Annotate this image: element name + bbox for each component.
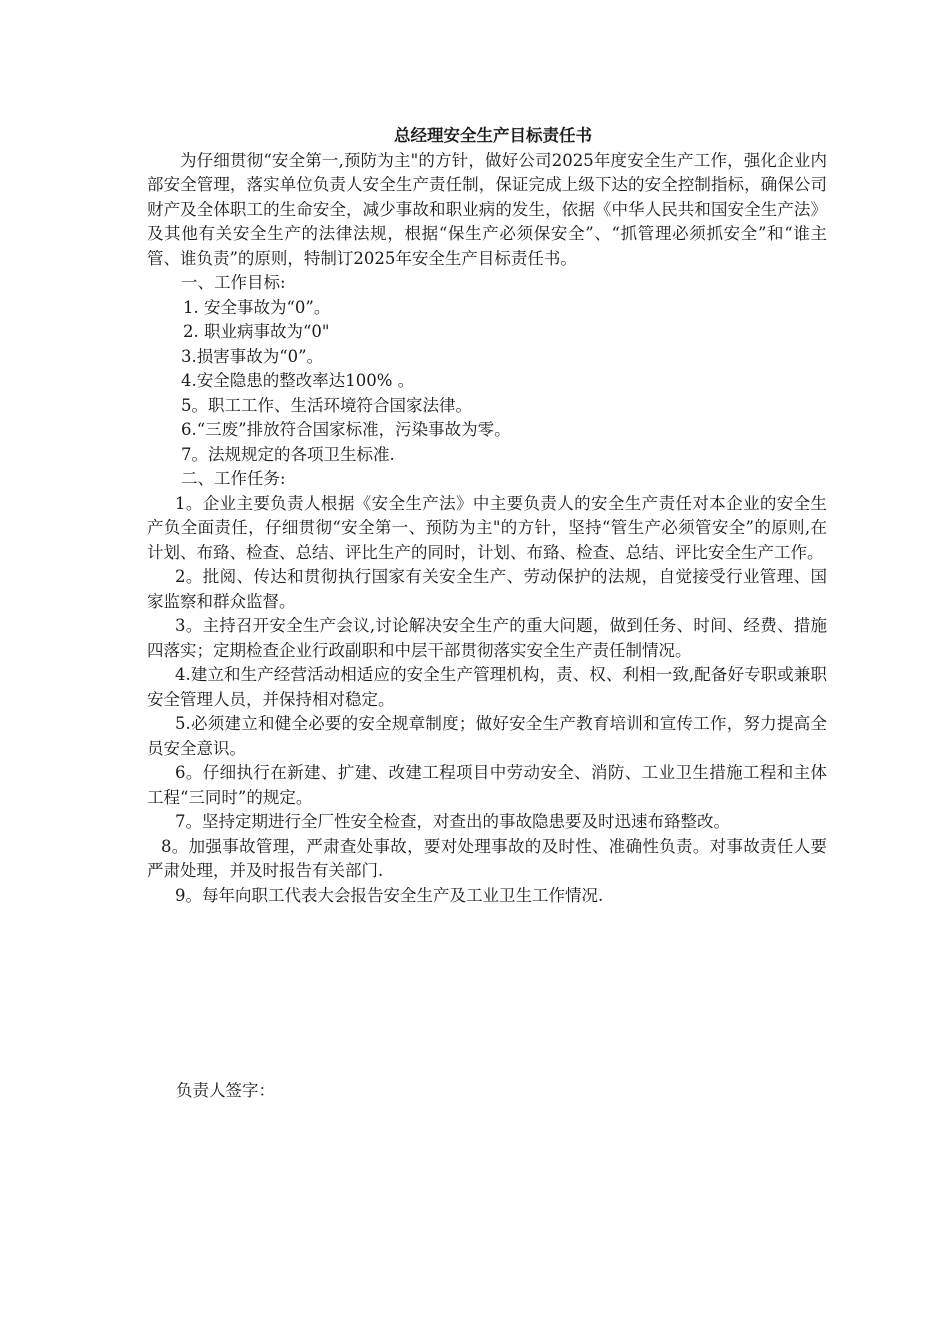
task-item-5: 5.必须建立和健全必要的安全规章制度；做好安全生产教育培训和宣传工作，努力提高全员安全意识。 xyxy=(147,714,827,758)
task-item-8: 8。加强事故管理，严肃查处事故，要对处理事故的及时性、准确性负责。对事故责任人要严肃处理，并及时报告有关部门. xyxy=(147,836,827,880)
goal-item-7: 7。法规规定的各项卫生标准. xyxy=(181,444,395,464)
task-item-3: 3。主持召开安全生产会议,讨论解决安全生产的重大问题，做到任务、时间、经费、措施四落实；定期检查企业行政副职和中层干部贯彻落实安全生产责任制情况。 xyxy=(147,616,827,660)
goal-item-5: 5。职工工作、生活环境符合国家法律。 xyxy=(181,395,472,415)
intro-paragraph: 为仔细贯彻“安全第一,预防为主"的方针，做好公司2025年度安全生产工作，强化企业内部安全管理，落实单位负责人安全生产责任制，保证完成上级下达的安全控制指标，确保公司财产及全体职工的生命安全，减少事故和职业病的发生，依据《中华人民共和国安全生产法》及其他有关安全生产的法律法规，根据“保生产必须保安全”、“抓管理必须抓安全”和“谁主管、谁负责”的原则，特制订2025年安全生产目标责任书。 xyxy=(147,150,827,268)
task-item-7: 7。坚持定期进行全厂性安全检查，对查出的事故隐患要及时迅速布臵整改。 xyxy=(175,812,730,831)
task-item-4: 4.建立和生产经营活动相适应的安全生产管理机构，责、权、利相一致,配备好专职或兼职安全管理人员，并保持相对稳定。 xyxy=(147,665,827,709)
task-item-2: 2。批阅、传达和贯彻执行国家有关安全生产、劳动保护的法规，自觉接受行业管理、国家监察和群众监督。 xyxy=(147,567,827,611)
goal-item-1: 1. 安全事故为“0”。 xyxy=(183,297,331,317)
task-item-9: 9。每年向职工代表大会报告安全生产及工业卫生工作情况. xyxy=(175,885,604,905)
task-item-6: 6。仔细执行在新建、扩建、改建工程项目中劳动安全、消防、工业卫生措施工程和主体工程“三同时”的规定。 xyxy=(147,763,827,807)
goal-item-4: 4.安全隐患的整改率达100% 。 xyxy=(181,371,415,390)
goals-heading: 一、工作目标: xyxy=(181,273,286,292)
document-title: 总经理安全生产目标责任书 xyxy=(394,126,592,145)
goal-item-2: 2. 职业病事故为“0" xyxy=(183,322,330,341)
goal-item-3: 3.损害事故为“0”。 xyxy=(181,346,324,366)
signature-label: 负责人签字： xyxy=(176,1081,275,1100)
goal-item-6: 6.“三废”排放符合国家标准，污染事故为零。 xyxy=(181,420,511,439)
task-item-1: 1。企业主要负责人根据《安全生产法》中主要负责人的安全生产责任对本企业的安全生产负全面责任，仔细贯彻“安全第一、预防为主"的方针，坚持“管生产必须管安全”的原则,在计划、布臵、检查、总结、评比生产的同时，计划、布臵、检查、总结、评比安全生产工作。 xyxy=(147,493,827,562)
document-body xyxy=(147,124,827,908)
tasks-heading: 二、工作任务: xyxy=(181,469,286,488)
